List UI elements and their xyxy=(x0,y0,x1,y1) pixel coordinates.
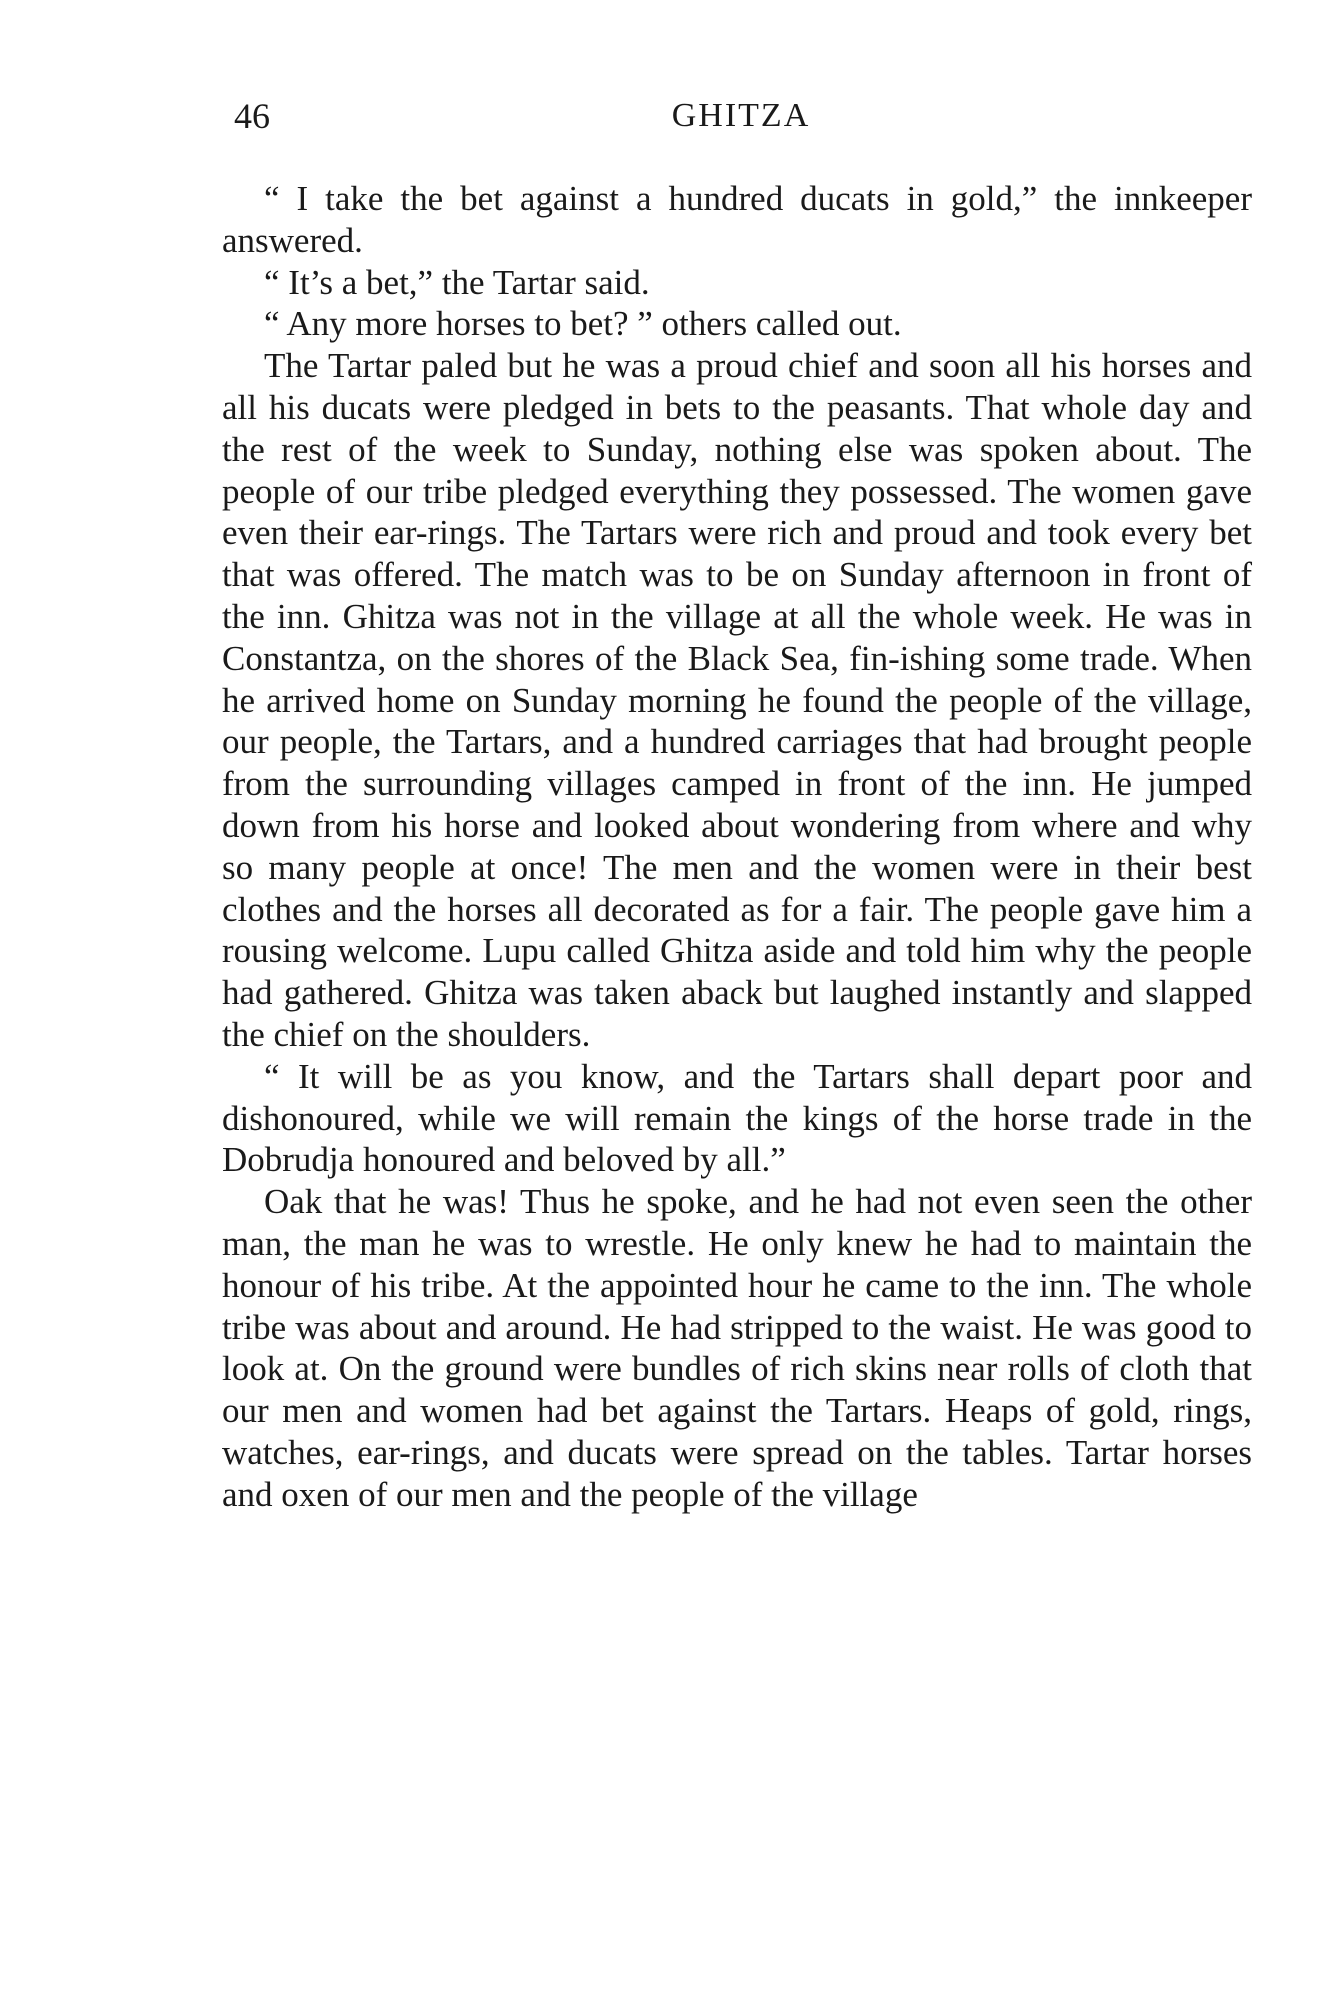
paragraph: “ Any more horses to bet? ” others called out. xyxy=(264,304,902,344)
running-head: GHITZA xyxy=(671,97,811,134)
paragraph: The Tartar paled but he was a proud chief and soon all his horses and all his ducats were pledged in bets to the peasants. That whole day and the rest of the week to Sunday, nothing else was spoken about. The people of our tribe pledged everything they possessed. The women gave even their ear-rings. The Tartars were rich and proud and took every bet that was offered. The match was to be on Sunday afternoon in front of the inn. Ghitza was not in the village at all the whole week. He was in Constantza, on the shores of the Black Sea, fin-ishing some trade. When he arrived home on Sunday morning he found the people of the village, our people, the Tartars, and a hundred carriages that had brought people from the surrounding villages camped in front of the inn. He jumped down from his horse and looked about wondering from where and why so many people at once! The men and the women were in their best clothes and the horses all decorated as for a fair. The people gave him a rousing welcome. Lupu called Ghitza aside and told him why the people had gathered. Ghitza was taken aback but laughed instantly and slapped the chief on the shoulders. xyxy=(222,346,1252,1054)
paragraph: “ It will be as you know, and the Tartars shall depart poor and dishonoured, while we will remain the kings of the horse trade in the Dobrudja honoured and beloved by all.” xyxy=(222,1056,1252,1180)
body-text xyxy=(222,178,1252,1516)
paragraph: “ I take the bet against a hundred ducats in gold,” the innkeeper answered. xyxy=(222,179,1252,260)
paragraph: Oak that he was! Thus he spoke, and he had not even seen the other man, the man he was to wrestle. He only knew he had to maintain the honour of his tribe. At the appointed hour he came to the inn. The whole tribe was about and around. He had stripped to the waist. He was good to look at. On the ground were bundles of rich skins near rolls of cloth that our men and women had bet against the Tartars. Heaps of gold, rings, watches, ear-rings, and ducats were spread on the tables. Tartar horses and oxen of our men and the people of the village xyxy=(222,1182,1252,1514)
page-header xyxy=(226,96,1256,156)
page-number: 46 xyxy=(234,96,270,136)
paragraph: “ It’s a bet,” the Tartar said. xyxy=(264,262,650,302)
